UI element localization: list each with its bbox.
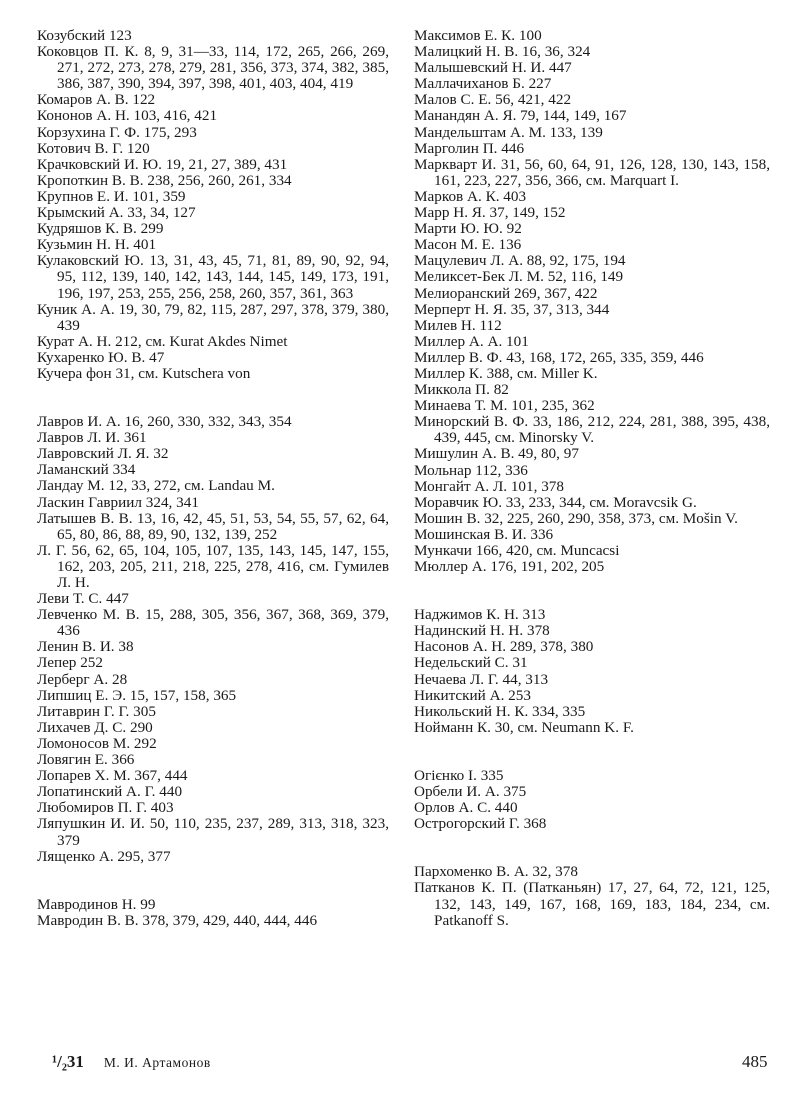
index-entry: Козубский 123 [37, 27, 132, 44]
index-entry: Миллер К. 388, см. Miller K. [414, 364, 598, 382]
index-entry: Патканов К. П. (Патканьян) 17, 27, 64, 72, 121, 125, 132, 143, 149, 167, 168, 169, 183, 184, 234, см. Patkanoff S. [414, 879, 770, 929]
index-entry: Мерперт Н. Я. 35, 37, 313, 344 [414, 300, 610, 318]
index-block-m [37, 897, 389, 929]
index-entry: Марголин П. 446 [414, 139, 525, 157]
index-entry: Ландау М. 12, 33, 272, см. Landau M. [37, 477, 275, 495]
index-entry: Орлов А. С. 440 [414, 799, 518, 817]
index-entry: Крымский А. 33, 34, 127 [37, 204, 196, 222]
index-entry: Крупнов Е. И. 101, 359 [37, 187, 186, 205]
index-entry: Наджимов К. Н. 313 [414, 606, 546, 624]
index-entry: Мишулин А. В. 49, 80, 97 [414, 445, 579, 463]
index-entry: Кухаренко Ю. В. 47 [37, 348, 165, 366]
index-entry: Мавродинов Н. 99 [37, 895, 156, 913]
index-entry: Комаров А. В. 122 [37, 91, 156, 109]
index-entry: Лопарев Х. М. 367, 444 [37, 767, 188, 785]
index-entry: Моравчик Ю. 33, 233, 344, см. Moravcsik G. [414, 493, 697, 511]
index-block-o [414, 768, 770, 832]
page-number: 485 [742, 1052, 768, 1071]
index-entry: Кудряшов К. В. 299 [37, 220, 164, 238]
index-entry: Котович В. Г. 120 [37, 139, 150, 157]
index-entry: Курат А. Н. 212, см. Kurat Akdes Nimet [37, 332, 288, 350]
index-entry: Ляпушкин И. И. 50, 110, 235, 237, 289, 313, 318, 323, 379 [37, 815, 389, 849]
index-entry: Кропоткин В. В. 238, 256, 260, 261, 334 [37, 171, 292, 189]
index-entry: Максимов Е. К. 100 [414, 27, 542, 44]
index-entry: Малицкий Н. В. 16, 36, 324 [414, 43, 591, 61]
index-entry: Любомиров П. Г. 403 [37, 799, 174, 817]
block-spacer [414, 736, 770, 768]
index-entry: Кучера фон 31, см. Kutschera von [37, 364, 251, 382]
index-entry: Лавров Л. И. 361 [37, 429, 147, 447]
index-column-left [37, 28, 389, 929]
printer-signature [52, 1052, 211, 1072]
index-block-m-cont [414, 28, 770, 575]
index-entry: Малов С. Е. 56, 421, 422 [414, 91, 572, 109]
index-entry: Мольнар 112, 336 [414, 461, 528, 479]
index-entry: Монгайт А. Л. 101, 378 [414, 477, 564, 495]
index-entry: Ленин В. И. 38 [37, 638, 134, 656]
index-entry: Мавродин В. В. 378, 379, 429, 440, 444, 446 [37, 911, 318, 929]
index-entry: Ломоносов М. 292 [37, 734, 157, 752]
index-entry: Малышевский Н. И. 447 [414, 59, 572, 77]
signature-author: М. И. Артамонов [103, 1055, 211, 1070]
index-entry: Марр Н. Я. 37, 149, 152 [414, 204, 566, 222]
index-entry: Острогорский Г. 368 [414, 815, 547, 833]
index-entry: Марков А. К. 403 [414, 187, 527, 205]
index-entry: Литаврин Г. Г. 305 [37, 702, 156, 720]
index-entry: Ловягин Е. 366 [37, 751, 135, 769]
index-entry: Кулаковский Ю. 13, 31, 43, 45, 71, 81, 89, 90, 92, 94, 95, 112, 139, 140, 142, 143, 144, 145, 149, 173, 191, 196, 197, 253, 255, 256, 258, 260, 357, 361, 363 [37, 252, 389, 302]
index-entry: Мошин В. 32, 225, 260, 290, 358, 373, см. Mošin V. [414, 509, 738, 527]
index-entry: Кузьмин Н. Н. 401 [37, 236, 157, 254]
index-entry: Коковцов П. К. 8, 9, 31—33, 114, 172, 265, 266, 269, 271, 272, 273, 278, 279, 281, 356, 373, 374, 382, 385, 386, 387, 390, 394, 397, 398, 401, 403, 404, 419 [37, 43, 389, 93]
index-entry: Минаева Т. М. 101, 235, 362 [414, 397, 595, 415]
index-entry: Крачковский И. Ю. 19, 21, 27, 389, 431 [37, 155, 288, 173]
index-entry: Лященко А. 295, 377 [37, 847, 171, 865]
block-spacer [37, 382, 389, 414]
index-entry: Надинский Н. Н. 378 [414, 622, 550, 640]
index-entry: Леви Т. С. 447 [37, 590, 129, 608]
block-spacer [414, 832, 770, 864]
index-entry: Мандельштам А. М. 133, 139 [414, 123, 603, 141]
signature-number: ¹/₂31 [52, 1052, 84, 1071]
index-entry: Масон М. Е. 136 [414, 236, 522, 254]
index-entry: Ламанский 334 [37, 461, 136, 479]
index-entry: Мелиоранский 269, 367, 422 [414, 284, 598, 302]
index-entry: Куник А. А. 19, 30, 79, 82, 115, 287, 297, 378, 379, 380, 439 [37, 300, 389, 334]
index-entry: Миллер А. А. 101 [414, 332, 529, 350]
index-entry: Манандян А. Я. 79, 144, 149, 167 [414, 107, 627, 125]
block-spacer [414, 575, 770, 607]
index-entry: Милев Н. 112 [414, 316, 502, 334]
index-entry: Лавровский Л. Я. 32 [37, 445, 169, 463]
index-entry: Липшиц Е. Э. 15, 157, 158, 365 [37, 686, 237, 704]
index-block-p [414, 864, 770, 928]
index-entry: Меликсет-Бек Л. М. 52, 116, 149 [414, 268, 624, 286]
index-block-k [37, 28, 389, 382]
index-entry: Ласкин Гавриил 324, 341 [37, 493, 199, 511]
index-entry: Корзухина Г. Ф. 175, 293 [37, 123, 197, 141]
index-entry: Минорский В. Ф. 33, 186, 212, 224, 281, 388, 395, 438, 439, 445, см. Minorsky V. [414, 413, 770, 447]
index-entry: Левченко М. В. 15, 288, 305, 356, 367, 368, 369, 379, 436 [37, 606, 389, 640]
index-entry: Лихачев Д. С. 290 [37, 718, 153, 736]
index-entry: Миккола П. 82 [414, 381, 509, 399]
index-entry: Лопатинский А. Г. 440 [37, 783, 183, 801]
index-block-n [414, 607, 770, 736]
index-entry: Латышев В. В. 13, 16, 42, 45, 51, 53, 54, 55, 57, 62, 64, 65, 80, 86, 88, 89, 90, 132, 139, 252 [37, 509, 389, 543]
index-entry: Марти Ю. Ю. 92 [414, 220, 522, 238]
index-entry: Орбели И. А. 375 [414, 783, 527, 801]
index-entry: Никитский А. 253 [414, 686, 531, 704]
index-entry: Насонов А. Н. 289, 378, 380 [414, 638, 594, 656]
index-entry: Миллер В. Ф. 43, 168, 172, 265, 335, 359, 446 [414, 348, 704, 366]
index-entry: Л. Г. 56, 62, 65, 104, 105, 107, 135, 143, 145, 147, 155, 162, 203, 205, 211, 218, 225, 278, 416, см. Гумилев Л. Н. [37, 541, 389, 591]
index-entry: Кононов А. Н. 103, 416, 421 [37, 107, 218, 125]
index-entry: Мункачи 166, 420, см. Muncacsi [414, 542, 620, 559]
index-entry: Мюллер А. 176, 191, 202, 205 [414, 558, 605, 576]
index-entry: Пархоменко В. А. 32, 378 [414, 863, 578, 881]
index-entry: Недельский С. 31 [414, 654, 528, 672]
index-block-l [37, 414, 389, 865]
index-entry: Мацулевич Л. А. 88, 92, 175, 194 [414, 252, 626, 270]
index-entry: Мошинская В. И. 336 [414, 525, 554, 543]
index-entry: Лавров И. А. 16, 260, 330, 332, 343, 354 [37, 413, 292, 431]
index-entry: Нечаева Л. Г. 44, 313 [414, 670, 549, 688]
index-entry: Лерберг А. 28 [37, 670, 128, 688]
index-entry: Лепер 252 [37, 654, 103, 672]
index-entry: Огiєнко I. 335 [414, 766, 504, 784]
index-entry: Никольский Н. К. 334, 335 [414, 702, 586, 720]
index-entry: Маркварт И. 31, 56, 60, 64, 91, 126, 128, 130, 143, 158, 161, 223, 227, 356, 366, см. Marquart I. [414, 155, 770, 189]
block-spacer [37, 865, 389, 897]
index-entry: Нойманн К. 30, см. Neumann K. F. [414, 718, 634, 736]
index-column-right [414, 28, 770, 929]
index-entry: Маллачиханов Б. 227 [414, 75, 552, 93]
